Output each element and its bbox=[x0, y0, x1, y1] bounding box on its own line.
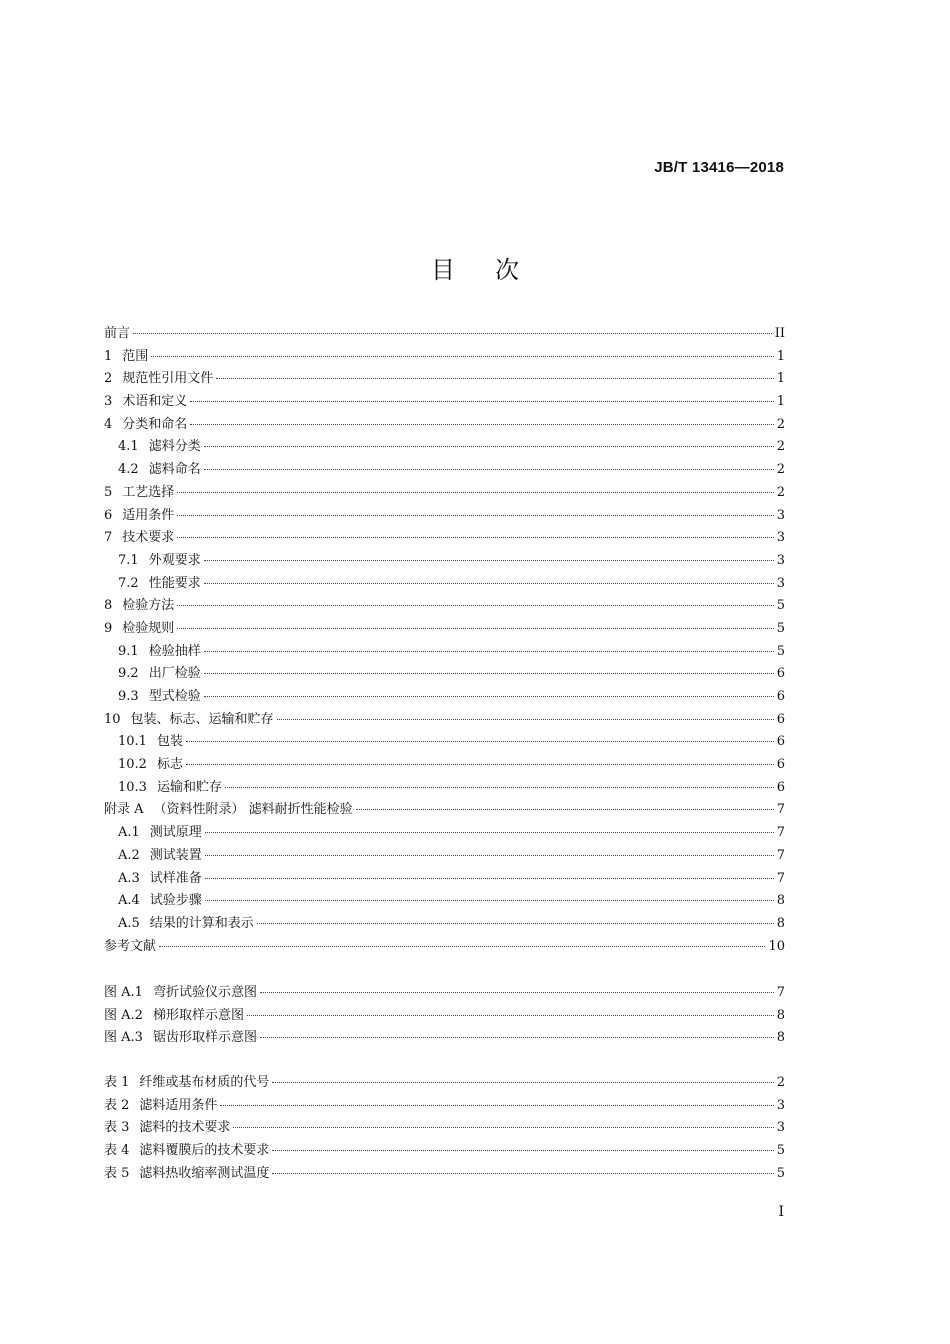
entry-page: 5 bbox=[776, 643, 785, 659]
table-entry[interactable] bbox=[104, 1095, 785, 1118]
dot-leader bbox=[177, 491, 773, 493]
entry-label: 分类和命名 bbox=[122, 416, 188, 432]
dot-leader bbox=[272, 1172, 773, 1174]
entry-label: 滤料命名 bbox=[148, 462, 201, 478]
entry-page: 2 bbox=[776, 462, 785, 478]
dot-leader bbox=[204, 445, 774, 447]
toc-entry[interactable] bbox=[104, 459, 785, 482]
entry-page: 5 bbox=[776, 1143, 785, 1159]
dot-leader bbox=[133, 332, 772, 334]
entry-page: 1 bbox=[776, 394, 785, 410]
entry-page: 5 bbox=[776, 598, 785, 614]
entry-label: 滤料分类 bbox=[148, 439, 201, 455]
entry-number: 9.2 bbox=[118, 666, 139, 682]
dot-leader bbox=[151, 355, 773, 357]
entry-page: 3 bbox=[776, 1097, 785, 1113]
dot-leader bbox=[205, 877, 774, 879]
entry-page: 7 bbox=[776, 870, 785, 886]
toc-entry[interactable] bbox=[104, 368, 785, 391]
toc-entry[interactable] bbox=[104, 731, 785, 754]
entry-label: 滤料覆膜后的技术要求 bbox=[139, 1143, 270, 1159]
entry-number: 8 bbox=[104, 598, 113, 614]
entry-page: 1 bbox=[776, 348, 785, 364]
entry-label: 测试装置 bbox=[149, 847, 202, 863]
entry-page: 7 bbox=[776, 847, 785, 863]
entry-label: 技术要求 bbox=[122, 530, 175, 546]
entry-number: A.2 bbox=[118, 847, 140, 863]
entry-page: 6 bbox=[776, 711, 785, 727]
dot-leader bbox=[204, 468, 774, 470]
dot-leader bbox=[177, 627, 773, 629]
toc-entry[interactable] bbox=[104, 527, 785, 550]
entry-label: 型式检验 bbox=[148, 689, 201, 704]
toc-entry[interactable] bbox=[104, 890, 785, 913]
table-entry[interactable] bbox=[104, 1117, 785, 1140]
entry-label: 测试原理 bbox=[149, 825, 202, 841]
toc-entry[interactable] bbox=[104, 754, 785, 777]
entry-label: 标志 bbox=[156, 757, 183, 773]
toc-entry[interactable] bbox=[104, 663, 785, 686]
entry-number: A.1 bbox=[118, 825, 140, 841]
entry-label: 包装、标志、运输和贮存 bbox=[130, 711, 274, 727]
entry-page: 7 bbox=[776, 985, 785, 1000]
entry-page: II bbox=[774, 326, 785, 341]
page-title: 目次 bbox=[431, 256, 559, 284]
dot-leader bbox=[204, 559, 774, 561]
entry-label: 检验抽样 bbox=[148, 643, 201, 659]
entry-page: 6 bbox=[776, 757, 785, 773]
toc-entry[interactable] bbox=[104, 595, 785, 618]
toc-entry[interactable] bbox=[104, 436, 785, 459]
entry-number: 7 bbox=[104, 530, 113, 546]
entry-number: 1 bbox=[104, 348, 113, 364]
toc-entry[interactable] bbox=[104, 777, 785, 800]
figure-entry[interactable] bbox=[104, 1005, 785, 1028]
entry-label: 滤料适用条件 bbox=[139, 1097, 218, 1113]
entry-page: 3 bbox=[776, 530, 785, 546]
entry-page: 5 bbox=[776, 1165, 785, 1181]
entry-label: 工艺选择 bbox=[122, 484, 175, 500]
entry-label: 术语和定义 bbox=[122, 394, 188, 410]
table-list bbox=[104, 1072, 785, 1185]
entry-label: 锯齿形取样示意图 bbox=[152, 1030, 257, 1046]
entry-page: 2 bbox=[776, 439, 785, 455]
entry-label: 运输和贮存 bbox=[156, 779, 222, 795]
entry-label: 前言 bbox=[104, 326, 131, 341]
dot-leader bbox=[272, 1149, 773, 1151]
entry-number: 9.3 bbox=[118, 689, 139, 704]
toc-entry[interactable] bbox=[104, 573, 785, 596]
entry-number: 2 bbox=[104, 371, 113, 387]
entry-label: 出厂检验 bbox=[148, 666, 201, 682]
toc-entry[interactable] bbox=[104, 822, 785, 845]
entry-page: 3 bbox=[776, 1120, 785, 1136]
dot-leader bbox=[205, 899, 774, 901]
entry-label: 检验规则 bbox=[122, 620, 175, 636]
entry-label: 纤维或基布材质的代号 bbox=[139, 1075, 270, 1090]
entry-number: 7.1 bbox=[118, 552, 139, 568]
dot-leader bbox=[204, 582, 774, 584]
entry-number: 10 bbox=[104, 711, 121, 727]
entry-label: 性能要求 bbox=[148, 575, 201, 591]
dot-leader bbox=[177, 536, 773, 538]
entry-number: A.4 bbox=[118, 893, 140, 909]
entry-page: 2 bbox=[776, 484, 785, 500]
dot-leader bbox=[356, 808, 774, 810]
dot-leader bbox=[159, 945, 765, 947]
entry-page: 6 bbox=[776, 666, 785, 682]
dot-leader bbox=[190, 400, 773, 402]
standard-code: JB/T 13416—2018 bbox=[654, 159, 784, 176]
figure-entry[interactable] bbox=[104, 982, 785, 1005]
entry-label: 试样准备 bbox=[149, 870, 202, 886]
entry-page: 2 bbox=[776, 416, 785, 432]
dot-leader bbox=[204, 695, 774, 697]
toc-entry[interactable] bbox=[104, 799, 785, 822]
entry-page: 3 bbox=[776, 552, 785, 568]
toc-entry[interactable] bbox=[104, 550, 785, 573]
entry-label: 检验方法 bbox=[122, 598, 175, 614]
figure-entry[interactable] bbox=[104, 1027, 785, 1050]
entry-label: 梯形取样示意图 bbox=[152, 1007, 244, 1023]
entry-number: 9.1 bbox=[118, 643, 139, 659]
entry-number: 表 1 bbox=[104, 1075, 130, 1090]
dot-leader bbox=[247, 1014, 774, 1016]
entry-label: 规范性引用文件 bbox=[122, 371, 214, 387]
entry-page: 8 bbox=[776, 893, 785, 909]
dot-leader bbox=[177, 514, 773, 516]
entry-number: 3 bbox=[104, 394, 113, 410]
dot-leader bbox=[220, 1104, 773, 1106]
entry-number: 图 A.1 bbox=[104, 985, 143, 1000]
dot-leader bbox=[233, 1126, 773, 1128]
table-entry[interactable] bbox=[104, 1072, 785, 1095]
dot-leader bbox=[216, 377, 773, 379]
entry-label: 参考文献 bbox=[104, 938, 157, 954]
entry-page: 6 bbox=[776, 779, 785, 795]
entry-number: 7.2 bbox=[118, 575, 139, 591]
entry-page: 6 bbox=[776, 734, 785, 750]
toc-entry[interactable] bbox=[104, 618, 785, 641]
entry-page: 8 bbox=[776, 1030, 785, 1046]
dot-leader bbox=[225, 786, 774, 788]
toc-entry[interactable] bbox=[104, 505, 785, 528]
dot-leader bbox=[257, 922, 774, 924]
toc-entry[interactable] bbox=[104, 391, 785, 414]
entry-page: 6 bbox=[776, 689, 785, 704]
toc-entry[interactable] bbox=[104, 323, 785, 346]
dot-leader bbox=[260, 991, 774, 993]
entry-page: 3 bbox=[776, 575, 785, 591]
entry-number: 4.2 bbox=[118, 462, 139, 478]
entry-number: 附录 A bbox=[104, 802, 144, 818]
entry-page: 3 bbox=[776, 507, 785, 523]
dot-leader bbox=[186, 740, 774, 742]
entry-number: 10.3 bbox=[118, 779, 147, 795]
entry-label: 外观要求 bbox=[148, 552, 201, 568]
dot-leader bbox=[177, 604, 773, 606]
entry-page: 7 bbox=[776, 825, 785, 841]
table-entry[interactable] bbox=[104, 1163, 785, 1186]
toc-entry[interactable] bbox=[104, 845, 785, 868]
entry-number: 图 A.3 bbox=[104, 1030, 143, 1046]
toc-entry[interactable] bbox=[104, 936, 785, 959]
entry-label: 结果的计算和表示 bbox=[149, 915, 254, 931]
toc-list bbox=[104, 323, 785, 958]
toc-entry[interactable] bbox=[104, 641, 785, 664]
dot-leader bbox=[272, 1081, 773, 1083]
entry-page: 8 bbox=[776, 915, 785, 931]
entry-number: 表 3 bbox=[104, 1120, 130, 1136]
entry-page: 7 bbox=[776, 802, 785, 818]
table-entry[interactable] bbox=[104, 1140, 785, 1163]
entry-label: 弯折试验仪示意图 bbox=[152, 985, 257, 1000]
entry-page: 1 bbox=[776, 371, 785, 387]
dot-leader bbox=[205, 854, 774, 856]
entry-number: 10.1 bbox=[118, 734, 147, 750]
entry-number: 9 bbox=[104, 620, 113, 636]
entry-label: 包装 bbox=[156, 734, 183, 750]
entry-label: 滤料的技术要求 bbox=[139, 1120, 231, 1136]
toc-entry[interactable] bbox=[104, 868, 785, 891]
entry-number: A.5 bbox=[118, 915, 140, 931]
toc-entry[interactable] bbox=[104, 686, 785, 709]
dot-leader bbox=[186, 763, 774, 765]
entry-label: 范围 bbox=[122, 348, 149, 364]
dot-leader bbox=[205, 831, 774, 833]
entry-page: 10 bbox=[768, 938, 785, 954]
entry-label: 试验步骤 bbox=[149, 893, 202, 909]
dot-leader bbox=[204, 672, 774, 674]
dot-leader bbox=[277, 718, 774, 720]
entry-number: 表 5 bbox=[104, 1165, 130, 1181]
figure-list bbox=[104, 982, 785, 1050]
page-number: I bbox=[778, 1204, 784, 1220]
entry-page: 2 bbox=[776, 1075, 785, 1090]
entry-number: 表 2 bbox=[104, 1097, 130, 1113]
toc-entry[interactable] bbox=[104, 482, 785, 505]
toc-entry[interactable] bbox=[104, 414, 785, 437]
entry-number: 图 A.2 bbox=[104, 1007, 143, 1023]
dot-leader bbox=[204, 650, 774, 652]
entry-page: 8 bbox=[776, 1007, 785, 1023]
toc-entry[interactable] bbox=[104, 346, 785, 369]
entry-number: 10.2 bbox=[118, 757, 147, 773]
entry-number: A.3 bbox=[118, 870, 140, 886]
entry-number: 6 bbox=[104, 507, 113, 523]
toc-entry[interactable] bbox=[104, 709, 785, 732]
entry-label: （资料性附录） 滤料耐折性能检验 bbox=[153, 802, 353, 818]
entry-label: 适用条件 bbox=[122, 507, 175, 523]
entry-page: 5 bbox=[776, 620, 785, 636]
entry-number: 表 4 bbox=[104, 1143, 130, 1159]
dot-leader bbox=[260, 1036, 774, 1038]
entry-number: 4 bbox=[104, 416, 113, 432]
entry-number: 4.1 bbox=[118, 439, 139, 455]
entry-label: 滤料热收缩率测试温度 bbox=[139, 1165, 270, 1181]
entry-number: 5 bbox=[104, 484, 113, 500]
toc-entry[interactable] bbox=[104, 913, 785, 936]
dot-leader bbox=[190, 423, 773, 425]
